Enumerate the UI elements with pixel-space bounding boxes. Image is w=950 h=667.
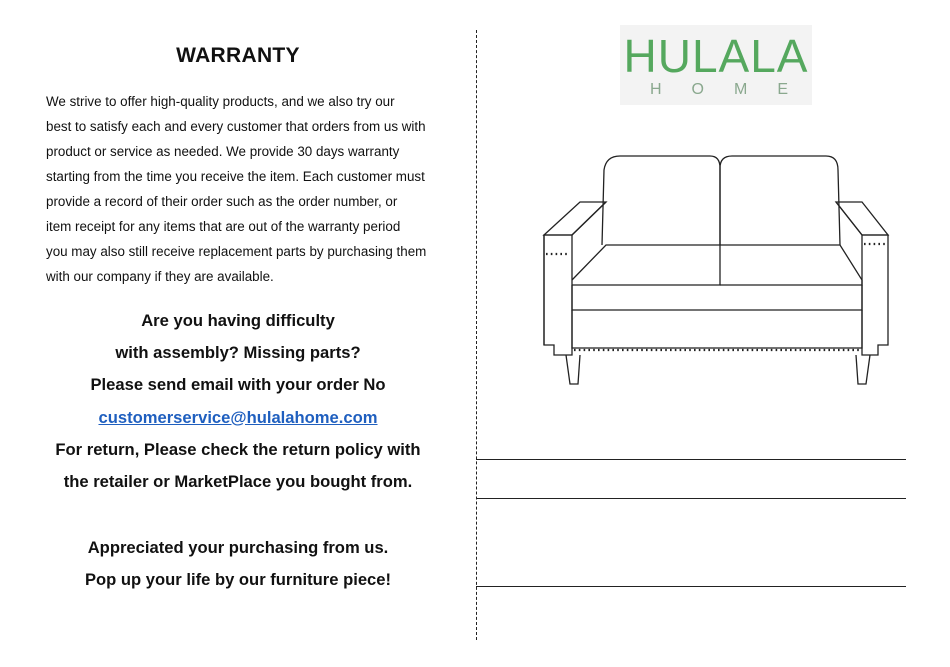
- sofa-icon: [540, 150, 900, 390]
- warranty-body-line: you may also still receive replacement parts by purchasing them: [46, 244, 427, 259]
- logo-wordmark: HULALA: [623, 30, 809, 82]
- help-line: Please send email with your order No: [90, 375, 386, 395]
- warranty-body-line: starting from the time you receive the item. Each customer must: [46, 169, 425, 184]
- help-section: [0, 305, 476, 498]
- closing-line: Appreciated your purchasing from us.: [87, 538, 389, 557]
- help-line: with assembly? Missing parts?: [115, 343, 361, 363]
- closing-section: [0, 532, 476, 596]
- warranty-body-line: provide a record of their order such as the order number, or: [46, 194, 398, 209]
- note-line: [476, 459, 906, 460]
- closing-line: Pop up your life by our furniture piece!: [84, 570, 392, 589]
- warranty-body-line: product or service as needed. We provide 30 days warranty: [46, 144, 400, 159]
- note-line: [476, 498, 906, 499]
- support-email-link[interactable]: customerservice@hulalahome.com: [98, 407, 378, 427]
- logo-subtext: HOME: [650, 81, 818, 98]
- help-line: the retailer or MarketPlace you bought from.: [63, 472, 413, 492]
- warranty-body: [46, 89, 446, 289]
- warranty-body-line: best to satisfy each and every customer that orders from us with: [46, 119, 426, 134]
- dashed-fold-divider: [476, 30, 477, 640]
- warranty-body-line: item receipt for any items that are out of the warranty period: [46, 219, 401, 234]
- warranty-body-line: with our company if they are available.: [46, 269, 274, 284]
- help-line: Are you having difficulty: [141, 311, 335, 330]
- help-line: For return, Please check the return policy with: [55, 439, 421, 459]
- brand-logo: [620, 25, 818, 105]
- warranty-title: WARRANTY: [176, 44, 300, 67]
- warranty-body-line: We strive to offer high-quality products, and we also try our: [46, 94, 395, 109]
- note-line: [476, 586, 906, 587]
